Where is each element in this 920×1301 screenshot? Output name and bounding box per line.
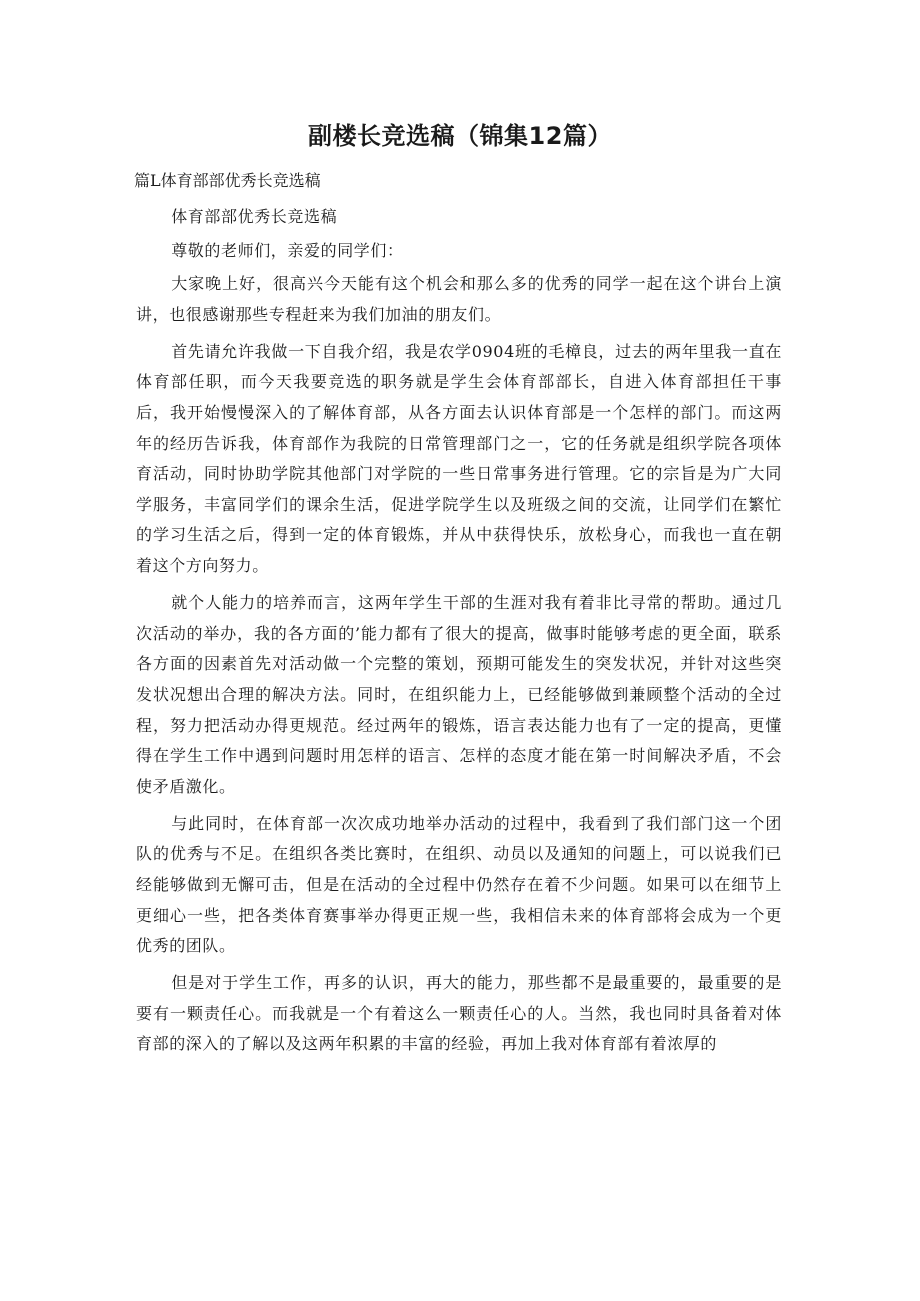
document-body [136, 202, 782, 1067]
paragraph: 与此同时，在体育部一次次成功地举办活动的过程中，我看到了我们部门这一个团队的优秀与不足。在组织各类比赛时，在组织、动员以及通知的问题上，可以说我们已经能够做到无懈可击，但是在活动的全过程中仍然存在着不少问题。如果可以在细节上更细心一些，把各类体育赛事举办得更正规一些，我相信未来的体育部将会成为一个更优秀的团队。 [136, 813, 782, 956]
paragraph: 但是对于学生工作，再多的认识，再大的能力，那些都不是最重要的，最重要的是要有一颗责任心。而我就是一个有着这么一颗责任心的人。当然，我也同时具备着对体育部的深入的了解以及这两年积累的丰富的经验，再加上我对体育部有着浓厚的 [136, 973, 782, 1054]
section-heading: 篇L体育部部优秀长竞选稿 [134, 171, 321, 190]
speech-subtitle: 体育部部优秀长竞选稿 [171, 207, 338, 226]
document-title: 副楼长竞选稿（锦集12篇） [308, 122, 612, 150]
paragraph: 就个人能力的培养而言，这两年学生干部的生涯对我有着非比寻常的帮助。通过几次活动的举办，我的各方面的’能力都有了很大的提高，做事时能够考虑的更全面，联系各方面的因素首先对活动做一个完整的策划，预期可能发生的突发状况，并针对这些突发状况想出合理的解决方法。同时，在组织能力上，已经能够做到兼顾整个活动的全过程，努力把活动办得更规范。经过两年的锻炼，语言表达能力也有了一定的提高，更懂得在学生工作中遇到问题时用怎样的语言、怎样的态度才能在第一时间解决矛盾，不会使矛盾激化。 [136, 593, 782, 796]
salutation: 尊敬的老师们，亲爱的同学们： [171, 240, 404, 260]
paragraph: 首先请允许我做一下自我介绍，我是农学0904班的毛樟良，过去的两年里我一直在体育部任职，而今天我要竞选的职务就是学生会体育部部长，自进入体育部担任干事后，我开始慢慢深入的了解体育部，从各方面去认识体育部是一个怎样的部门。而这两年的经历告诉我，体育部作为我院的日常管理部门之一，它的任务就是组织学院各项体育活动，同时协助学院其他部门对学院的一些日常事务进行管理。它的宗旨是为广大同学服务，丰富同学们的课余生活，促进学院学生以及班级之间的交流，让同学们在繁忙的学习生活之后，得到一定的体育锻炼，并从中获得快乐，放松身心，而我也一直在朝着这个方向努力。 [136, 341, 782, 576]
paragraph: 大家晚上好，很高兴今天能有这个机会和那么多的优秀的同学一起在这个讲台上演讲，也很感谢那些专程赶来为我们加油的朋友们。 [136, 274, 782, 324]
